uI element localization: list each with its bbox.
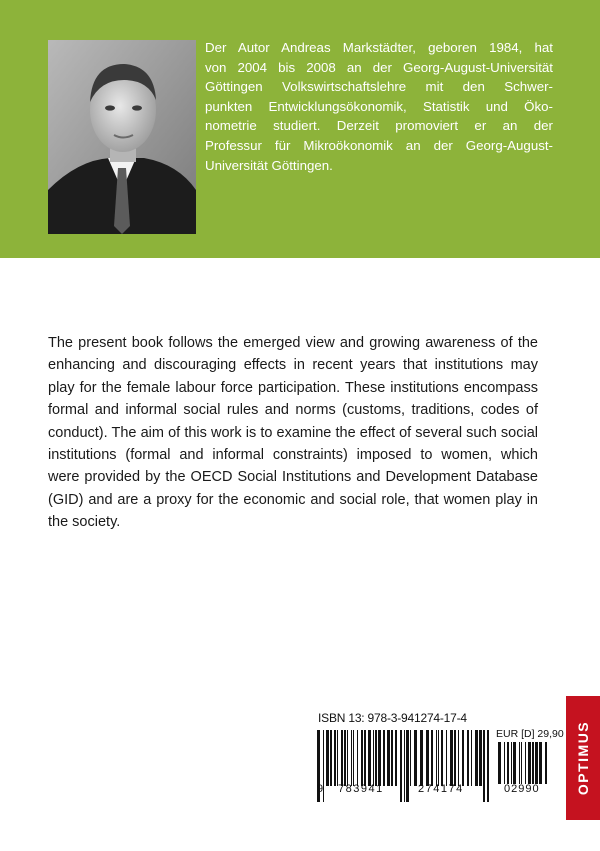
abstract-line: institutions (formal and informal constraints) imposed to women, which <box>48 447 538 464</box>
abstract-line: formal and informal social rules and norms (customs, traditions, codes of <box>48 402 538 419</box>
barcode-bar <box>532 742 534 784</box>
barcode-bar <box>467 730 469 786</box>
bio-line: Universität Göttingen. <box>205 157 333 173</box>
barcode-bar <box>438 730 439 786</box>
isbn-label: ISBN 13: 978-3-941274-17-4 <box>318 711 467 725</box>
barcode-bar <box>373 730 374 786</box>
bio-line: Professur für Mikroökonomik an der Georg-August- <box>205 137 553 153</box>
barcode-bar <box>353 730 354 786</box>
publisher-logo <box>566 696 600 820</box>
barcode-bar <box>519 742 520 784</box>
abstract-line: (GID) and are a proxy for the economic and social role, that women play in <box>48 491 538 508</box>
barcode-bar <box>450 730 453 786</box>
bio-line: punkten Entwicklungsökonomik, Statistik und Öko- <box>205 98 553 114</box>
barcode-bar <box>387 730 390 786</box>
barcode-bar <box>535 742 538 784</box>
barcode-bar <box>454 730 456 786</box>
barcode-bar <box>368 730 371 786</box>
barcode-bar <box>487 730 489 802</box>
bio-line: Göttingen Volkswirtschaftslehre mit den Schwer- <box>205 79 553 95</box>
barcode-bar <box>334 730 336 786</box>
barcode-bar <box>330 730 332 786</box>
barcode-digits-lead: 9 <box>317 783 324 795</box>
abstract-line: play for the female labour force participation. These institutions encompass <box>48 379 538 396</box>
barcode-bar <box>458 730 459 786</box>
barcode-bar <box>446 730 447 786</box>
barcode-bar <box>395 730 397 786</box>
barcode-bar <box>511 742 512 784</box>
barcode-bar <box>364 730 366 786</box>
barcode-bar <box>441 730 443 786</box>
barcode-bar <box>426 730 429 786</box>
barcode-bar <box>528 742 531 784</box>
barcode-bar <box>326 730 329 786</box>
barcode-bar <box>357 730 358 786</box>
barcode-bar <box>483 730 485 802</box>
barcode-bar <box>507 742 509 784</box>
abstract-line: enhancing and discouraging effects in recent years that institutions may <box>48 357 538 374</box>
barcode-bar <box>410 730 411 786</box>
barcode-bar <box>498 742 501 784</box>
bio-line: von 2004 bis 2008 an der Georg-August-Universität <box>205 59 553 75</box>
barcode-bar <box>525 742 526 784</box>
barcode-bar <box>539 742 542 784</box>
barcode-bar <box>414 730 417 786</box>
barcode-bar <box>504 742 505 784</box>
barcode-bar <box>344 730 346 786</box>
barcode-bar <box>323 730 324 802</box>
barcode-bar <box>471 730 472 786</box>
abstract-line: The present book follows the emerged view and growing awareness of the <box>48 335 538 351</box>
bio-line: nometrie studiert. Derzeit promoviert er an der <box>205 118 553 134</box>
barcode-bar <box>420 730 423 786</box>
barcode-bar <box>462 730 464 786</box>
barcode-digits-right: 274174 <box>418 783 464 795</box>
barcode-digits-left: 783941 <box>338 783 384 795</box>
barcode-bar <box>337 730 338 786</box>
barcode-bar <box>404 730 405 802</box>
barcode-bar <box>341 730 343 786</box>
bio-line: Der Autor Andreas Markstädter, geboren 1984, hat <box>205 40 553 55</box>
book-abstract <box>48 332 538 534</box>
barcode-bar <box>375 730 377 786</box>
barcode-bar <box>479 730 482 786</box>
addon-digits: 02990 <box>504 783 540 795</box>
barcode-bar <box>545 742 547 784</box>
barcode-bar <box>378 730 381 786</box>
barcode-bar <box>436 730 437 786</box>
barcode-bar <box>391 730 393 786</box>
abstract-line: the society. <box>48 514 121 531</box>
barcode-bar <box>347 730 348 786</box>
barcode-bar <box>475 730 478 786</box>
author-bio <box>205 38 553 175</box>
barcode-bar <box>351 730 352 786</box>
barcode-bar <box>513 742 516 784</box>
barcode-bar <box>431 730 433 786</box>
barcode-bar <box>521 742 522 784</box>
barcode-bar <box>406 730 409 802</box>
barcode-bar <box>361 730 363 786</box>
abstract-line: were provided by the OECD Social Institutions and Development Database <box>48 469 538 486</box>
abstract-line: conduct). The aim of this work is to examine the effect of several such social <box>48 424 538 441</box>
author-photo <box>48 40 196 234</box>
publisher-name: OPTIMUS <box>575 720 591 796</box>
price-label: EUR [D] 29,90 <box>496 728 564 740</box>
barcode-bar <box>400 730 402 802</box>
barcode-bar <box>383 730 385 786</box>
